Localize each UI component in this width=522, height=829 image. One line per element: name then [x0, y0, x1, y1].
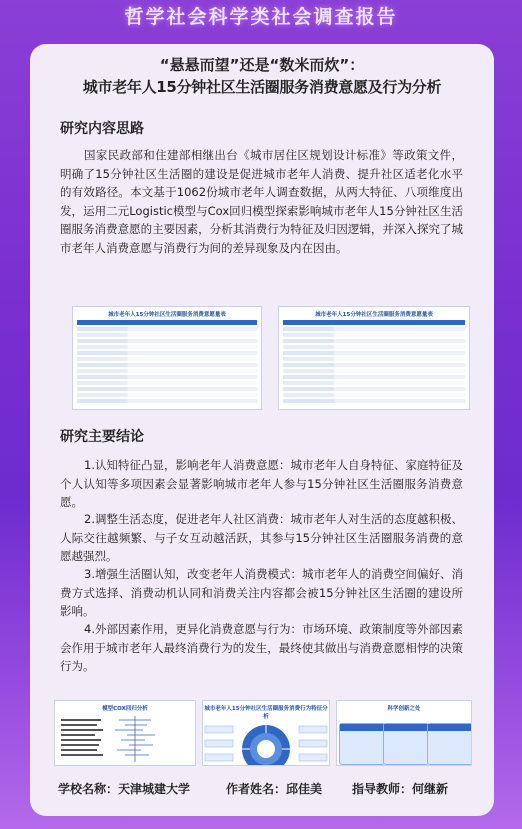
conclusion-item-1: 1.认知特征凸显，影响老年人消费意愿：城市老年人自身特征、家庭特征及个人认知等多项因素会显著影响城市老年人参与15分钟社区生活圈服务消费意愿。	[60, 458, 463, 509]
title-line-2: 城市老年人15分钟社区生活圈服务消费意愿及行为分析	[82, 78, 442, 96]
figure-behavior-analysis	[202, 700, 330, 766]
footer-author: 作者姓名：邱佳美	[226, 782, 323, 796]
poster-card	[30, 44, 494, 816]
figure-caption: 城市老年人15分钟社区生活圈服务消费意愿量表	[108, 312, 226, 318]
research-content-paragraph: 国家民政部和住建部相继出台《城市居住区规划设计标准》等政策文件，明确了15分钟社区生活圈的建设是促进城市老年人消费、提升社区适老化水平的有效路径。本文基于1062份城市老年人调查数据，从两大特征、八项维度出发，运用二元Logistic模型与Cox回归模型探索影响城市老年人15分钟社区生活圈服务消费意愿的主要因素，分析其消费行为特征及归因逻辑，并深入探究了城市老年人消费意愿与消费行为间的差异现象及内在因由。	[60, 148, 463, 255]
figure-cox-regression	[54, 700, 196, 766]
footer-school: 学校名称：天津城建大学	[58, 782, 191, 796]
figure-caption: 城市老年人15分钟社区生活圈服务消费意愿量表	[315, 312, 433, 318]
conclusion-item-4: 4.外部因素作用，更异化消费意愿与行为：市场环境、政策制度等外部因素会作用于城市老年人最终消费行为的发生，最终使其做出与消费意愿相悖的决策行为。	[60, 622, 463, 673]
figure-caption: 城市老年人15分钟社区生活圈服务消费行为特征分析	[204, 706, 328, 720]
innovation-box-1	[339, 723, 385, 765]
figure-caption: 模型COX回归分析	[102, 706, 148, 712]
circular-diagram-graphic	[203, 720, 329, 766]
conclusion-item-3: 3.增强生活圈认知，改变老年人消费模式：城市老年人的消费空间偏好、消费方式选择、消费动机认同和消费关注内容都会被15分钟社区生活圈的建设所影响。	[60, 567, 463, 618]
conclusion-item-2: 2.调整生活态度，促进老年人社区消费：城市老年人对生活的态度越积极、人际交往越频繁、与子女互动越活跃，其参与15分钟社区生活圈服务消费的意愿越强烈。	[60, 512, 463, 563]
figure-caption: 科学创新之处	[387, 706, 421, 712]
title-line-1: “悬悬而望”还是“数米而炊”：	[159, 56, 365, 74]
figure-innovation-points	[336, 700, 472, 766]
section-heading-research-content: 研究内容思路	[60, 121, 144, 137]
figure-scale-table-2	[278, 306, 470, 410]
figure-scale-table-1	[72, 306, 262, 410]
section-heading-main-conclusions: 研究主要结论	[60, 429, 144, 445]
forest-plot-graphic	[55, 712, 195, 764]
innovation-box-2	[383, 723, 429, 765]
innovation-box-3	[427, 723, 472, 765]
footer-advisor: 指导教师：何继新	[352, 782, 449, 796]
poster-banner: 哲学社会科学类社会调查报告	[124, 6, 398, 28]
